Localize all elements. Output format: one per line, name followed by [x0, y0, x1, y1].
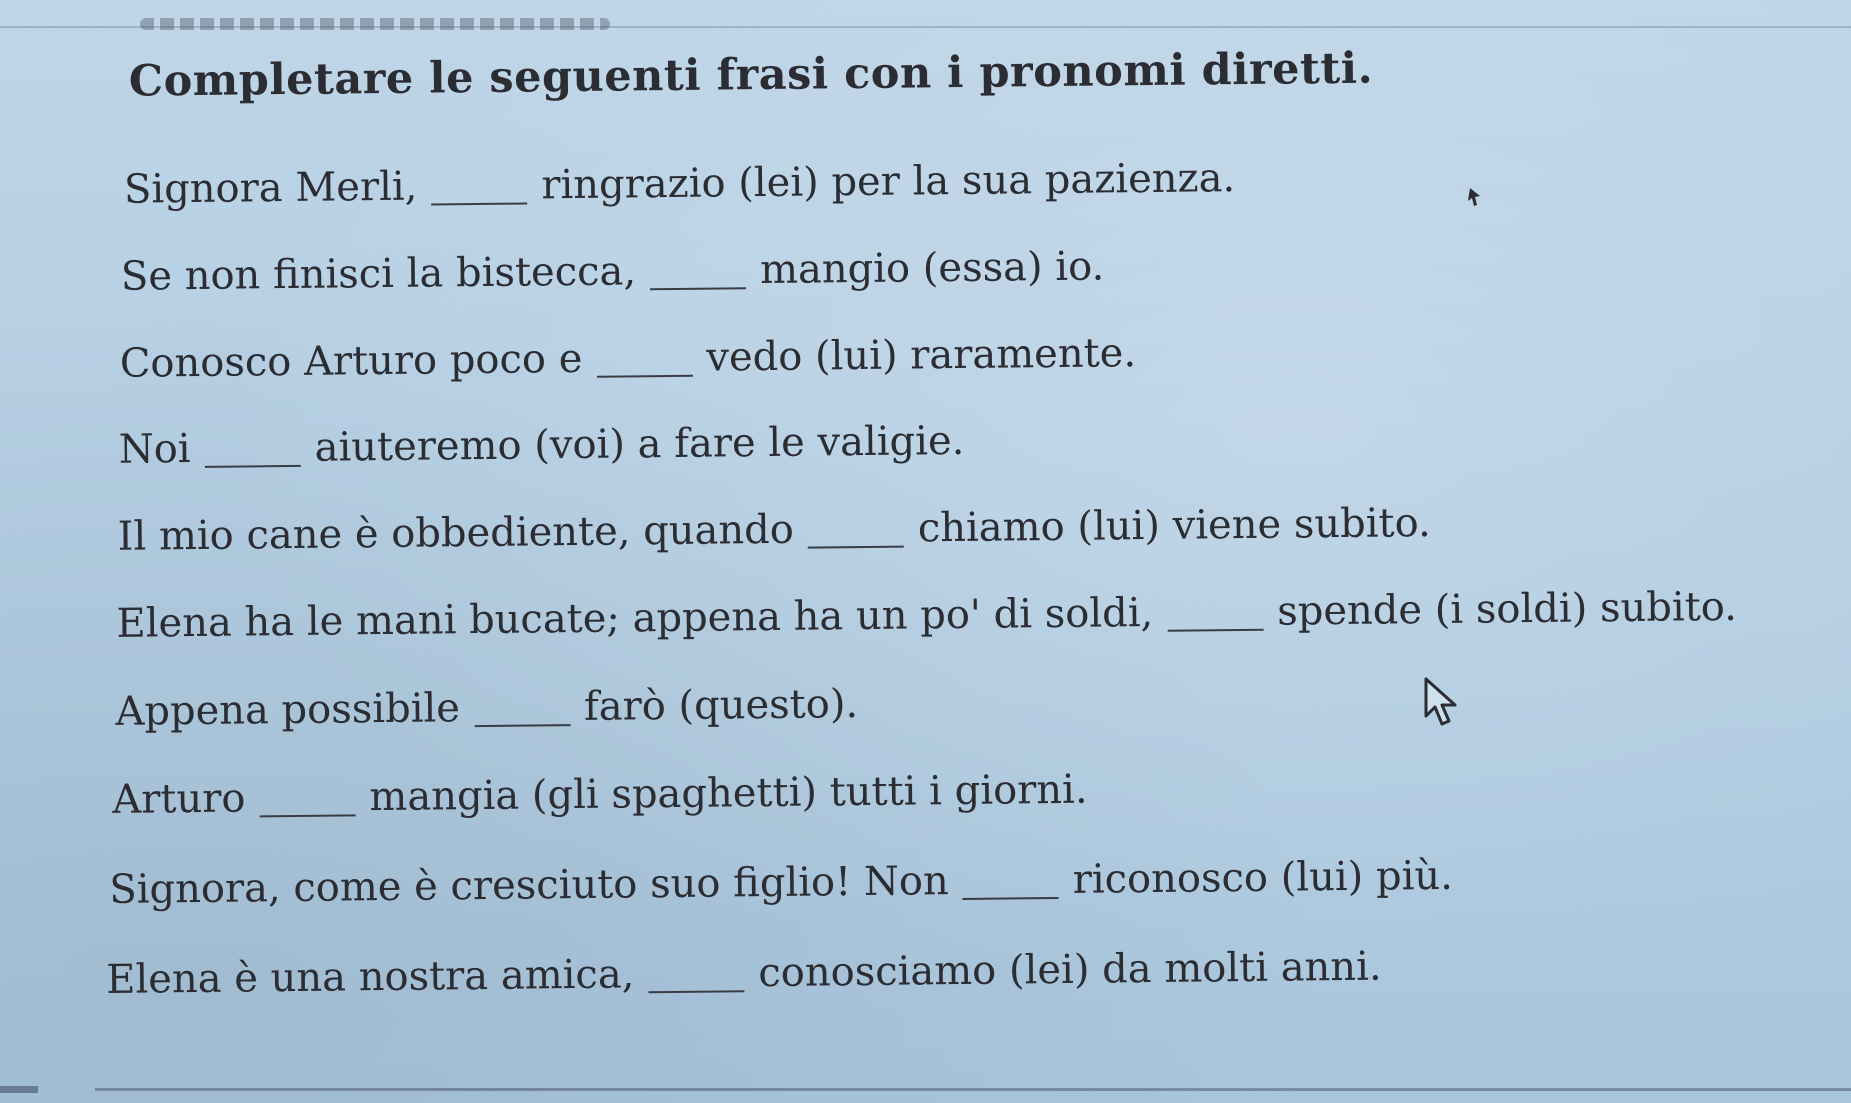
sentence-after: mangio (essa) io. — [759, 243, 1105, 294]
answer-blank-4[interactable] — [205, 464, 301, 468]
exercise-sentence-1 — [124, 155, 1236, 213]
sentence-before: Noi — [118, 426, 191, 473]
answer-blank-9[interactable] — [963, 896, 1059, 900]
sentence-before: Elena è una nostra amica, — [106, 951, 635, 1003]
answer-blank-3[interactable] — [597, 374, 693, 378]
sentence-after: conosciamo (lei) da molti anni. — [758, 943, 1382, 997]
exercise-sentence-7 — [115, 681, 858, 735]
answer-blank-1[interactable] — [432, 201, 528, 205]
sentence-after: spende (i soldi) subito. — [1276, 583, 1738, 635]
exercise-sentence-8 — [112, 767, 1088, 823]
sentence-before: Se non finisci la bistecca, — [120, 248, 637, 300]
sentence-after: vedo (lui) raramente. — [706, 330, 1137, 381]
sentence-after: riconosco (lui) più. — [1072, 852, 1454, 903]
answer-blank-5[interactable] — [808, 545, 904, 549]
sentence-before: Appena possibile — [115, 685, 461, 735]
sentence-before: Elena ha le mani bucate; appena ha un po' di soldi, — [116, 589, 1154, 647]
exercise-sentence-4 — [118, 418, 964, 473]
answer-blank-2[interactable] — [650, 286, 746, 290]
exercise-sentence-10 — [106, 944, 1382, 1003]
sentence-before: Arturo — [112, 775, 246, 823]
small-pointer-icon — [1466, 186, 1484, 208]
answer-blank-7[interactable] — [474, 723, 570, 727]
answer-blank-8[interactable] — [260, 813, 356, 817]
answer-blank-6[interactable] — [1167, 628, 1263, 632]
sentence-after: farò (questo). — [583, 681, 859, 730]
answer-blank-10[interactable] — [649, 989, 745, 993]
mouse-pointer-icon — [1422, 676, 1462, 728]
exercise-sentence-9 — [109, 853, 1453, 913]
sentence-after: aiuteremo (voi) a fare le valigie. — [314, 417, 965, 471]
sentence-after: mangia (gli spaghetti) tutti i giorni. — [369, 766, 1088, 821]
exercise-sentence-5 — [117, 500, 1431, 560]
sentence-before: Signora, come è cresciuto suo figlio! Non — [109, 858, 949, 913]
sentence-before: Il mio cane è obbediente, quando — [117, 506, 795, 560]
exercise-sentence-6 — [116, 584, 1737, 647]
exercise-instruction: Completare le seguenti frasi con i pronomi diretti. — [128, 43, 1374, 107]
sentence-after: ringrazio (lei) per la sua pazienza. — [541, 155, 1236, 209]
sentence-before: Conosco Arturo poco e — [119, 335, 583, 387]
bottom-divider — [95, 1088, 1851, 1091]
sentence-before: Signora Merli, — [123, 163, 418, 213]
sentence-after: chiamo (lui) viene subito. — [917, 500, 1431, 552]
bottom-edge-mark — [0, 1086, 38, 1093]
exercise-sentence-2 — [121, 243, 1105, 299]
exercise-sentence-3 — [120, 330, 1137, 387]
